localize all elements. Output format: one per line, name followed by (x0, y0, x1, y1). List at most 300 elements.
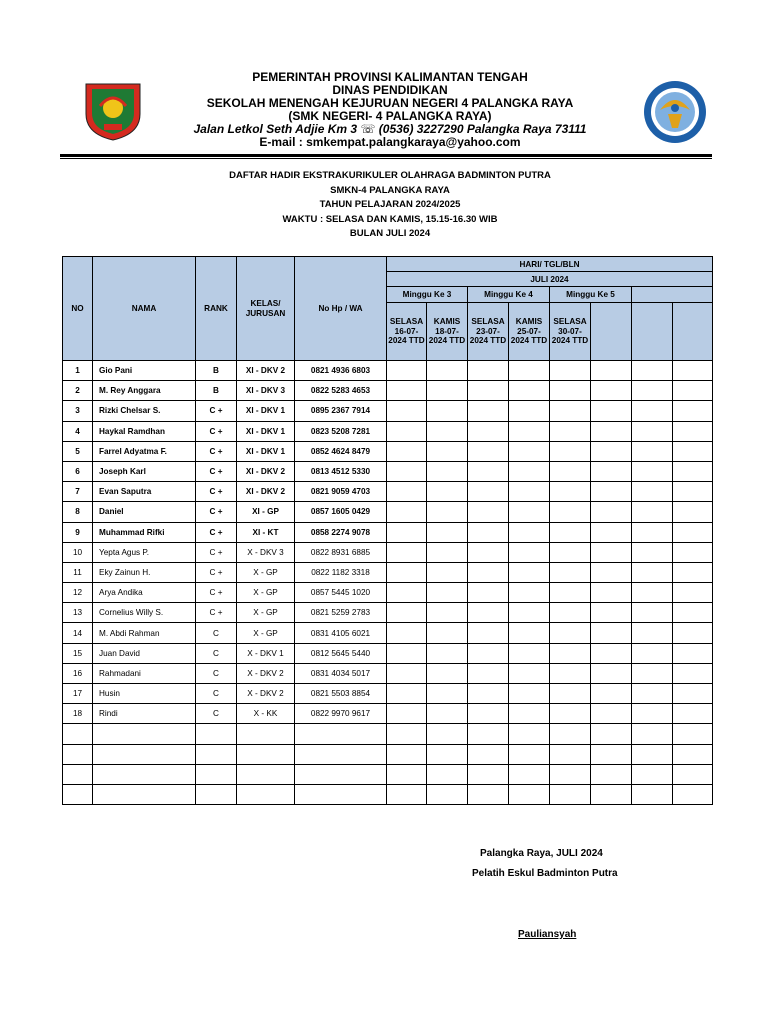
signature-cell[interactable] (591, 744, 632, 764)
signature-cell[interactable] (509, 684, 550, 704)
signature-cell[interactable] (550, 562, 591, 582)
signature-cell[interactable] (387, 603, 427, 623)
signature-cell[interactable] (427, 401, 468, 421)
cell-rank: C + (196, 441, 237, 461)
signature-cell[interactable] (509, 663, 550, 683)
table-row (63, 461, 713, 481)
signature-cell[interactable] (550, 381, 591, 401)
signature-cell[interactable] (468, 744, 509, 764)
signature-cell[interactable] (468, 522, 509, 542)
signature-cell[interactable] (427, 461, 468, 481)
cell-nama: Eky Zainun H. (93, 562, 196, 582)
cell-nama: Farrel Adyatma F. (93, 441, 196, 461)
signature-cell[interactable] (468, 764, 509, 784)
cell-no: 1 (63, 361, 93, 381)
cell-rank: C (196, 623, 237, 643)
signature-cell[interactable] (427, 764, 468, 784)
cell-hp: 0822 9970 9617 (295, 704, 387, 724)
signature-cell[interactable] (468, 562, 509, 582)
signature-cell[interactable] (509, 381, 550, 401)
cell-nama: Rahmadani (93, 663, 196, 683)
table-row (63, 381, 713, 401)
signature-cell[interactable] (550, 704, 591, 724)
signature-cell[interactable] (427, 603, 468, 623)
cell-kelas: XI - DKV 1 (237, 401, 295, 421)
signature-cell[interactable] (509, 502, 550, 522)
signature-cell[interactable] (591, 361, 632, 381)
signature-cell[interactable] (387, 744, 427, 764)
signature-cell[interactable] (632, 744, 673, 764)
signature-cell[interactable] (591, 482, 632, 502)
signature-cell[interactable] (509, 421, 550, 441)
cell-nama: Husin (93, 684, 196, 704)
cell-nama: Joseph Karl (93, 461, 196, 481)
header-hari: HARI/ TGL/BLN (387, 257, 713, 272)
signature-cell[interactable] (673, 562, 713, 582)
signature-cell[interactable] (387, 784, 427, 804)
cell-kelas: X - DKV 2 (237, 663, 295, 683)
signature-cell[interactable] (427, 421, 468, 441)
signature-cell[interactable] (673, 583, 713, 603)
cell-hp: 0813 4512 5330 (295, 461, 387, 481)
signature-cell[interactable] (468, 643, 509, 663)
signature-cell[interactable] (632, 401, 673, 421)
signature-cell[interactable] (591, 623, 632, 643)
signature-cell[interactable] (387, 361, 427, 381)
cell-nama: Gio Pani (93, 361, 196, 381)
cell-no: 18 (63, 704, 93, 724)
signature-cell[interactable] (468, 603, 509, 623)
signature-cell[interactable] (468, 441, 509, 461)
signature-cell[interactable] (509, 482, 550, 502)
header-session-empty (632, 303, 673, 361)
signature-cell[interactable] (468, 784, 509, 804)
signature-cell[interactable] (387, 381, 427, 401)
signature-cell[interactable] (550, 684, 591, 704)
signature-cell[interactable] (509, 724, 550, 744)
cell-kelas: X - GP (237, 603, 295, 623)
signature-cell[interactable] (673, 764, 713, 784)
cell-nama: Evan Saputra (93, 482, 196, 502)
signature-cell[interactable] (591, 421, 632, 441)
cell-nama: Yepta Agus P. (93, 542, 196, 562)
signature-cell[interactable] (550, 421, 591, 441)
table-row (63, 704, 713, 724)
signature-cell[interactable] (427, 784, 468, 804)
signature-cell[interactable] (673, 361, 713, 381)
table-row (63, 361, 713, 381)
cell-nama: Cornelius Willy S. (93, 603, 196, 623)
cell-rank: C + (196, 461, 237, 481)
signature-cell[interactable] (427, 583, 468, 603)
cell-hp: 0852 4624 8479 (295, 441, 387, 461)
cell-nama (93, 784, 196, 804)
letterhead (150, 71, 630, 149)
signature-cell[interactable] (468, 461, 509, 481)
header-school-abbr: (SMK NEGERI- 4 PALANGKA RAYA) (288, 109, 492, 123)
cell-nama: M. Rey Anggara (93, 381, 196, 401)
signature-cell[interactable] (632, 724, 673, 744)
signature-cell[interactable] (632, 381, 673, 401)
cell-nama: Haykal Ramdhan (93, 421, 196, 441)
cell-no: 12 (63, 583, 93, 603)
signature-cell[interactable] (591, 522, 632, 542)
header-nama: NAMA (93, 257, 196, 361)
signature-cell[interactable] (591, 684, 632, 704)
cell-rank: C (196, 663, 237, 683)
signature-cell[interactable] (509, 764, 550, 784)
empty-table-row (63, 744, 713, 764)
cell-rank: B (196, 361, 237, 381)
cell-no: 7 (63, 482, 93, 502)
signature-cell[interactable] (387, 562, 427, 582)
signature-cell[interactable] (632, 361, 673, 381)
cell-rank: C + (196, 583, 237, 603)
signature-cell[interactable] (673, 643, 713, 663)
cell-kelas: XI - DKV 2 (237, 361, 295, 381)
signature-cell[interactable] (509, 784, 550, 804)
signature-cell[interactable] (427, 361, 468, 381)
signature-cell[interactable] (468, 421, 509, 441)
cell-kelas (237, 784, 295, 804)
cell-kelas: X - GP (237, 583, 295, 603)
cell-hp (295, 784, 387, 804)
cell-no: 3 (63, 401, 93, 421)
signature-cell[interactable] (673, 704, 713, 724)
signature-cell[interactable] (509, 542, 550, 562)
signature-cell[interactable] (673, 663, 713, 683)
signature-cell[interactable] (673, 401, 713, 421)
signature-cell[interactable] (632, 583, 673, 603)
signature-cell[interactable] (632, 704, 673, 724)
cell-hp: 0821 4936 6803 (295, 361, 387, 381)
signature-cell[interactable] (673, 542, 713, 562)
signature-cell[interactable] (509, 623, 550, 643)
signature-name: Pauliansyah (518, 929, 577, 940)
signature-cell[interactable] (509, 583, 550, 603)
signature-cell[interactable] (550, 542, 591, 562)
cell-rank (196, 764, 237, 784)
header-email: E-mail : smkempat.palangkaraya@yahoo.com (259, 135, 521, 149)
signature-cell[interactable] (673, 724, 713, 744)
signature-cell[interactable] (387, 704, 427, 724)
cell-hp: 0857 1605 0429 (295, 502, 387, 522)
attendance-rows (63, 361, 713, 805)
cell-rank: C + (196, 421, 237, 441)
signature-cell[interactable] (509, 562, 550, 582)
cell-no: 2 (63, 381, 93, 401)
signature-cell[interactable] (673, 482, 713, 502)
cell-kelas (237, 724, 295, 744)
signature-cell[interactable] (468, 361, 509, 381)
header-session-5: SELASA 30-07-2024 TTD (550, 303, 591, 361)
cell-rank: C + (196, 401, 237, 421)
table-row (63, 441, 713, 461)
signature-cell[interactable] (509, 441, 550, 461)
cell-no: 8 (63, 502, 93, 522)
signature-cell[interactable] (632, 643, 673, 663)
signature-cell[interactable] (509, 461, 550, 481)
cell-nama: Muhammad Rifki (93, 522, 196, 542)
signature-cell[interactable] (673, 522, 713, 542)
signature-cell[interactable] (509, 704, 550, 724)
signature-cell[interactable] (550, 784, 591, 804)
signature-cell[interactable] (468, 381, 509, 401)
signature-cell[interactable] (591, 502, 632, 522)
signature-cell[interactable] (550, 461, 591, 481)
header-week-empty (632, 287, 713, 303)
signature-cell[interactable] (673, 502, 713, 522)
signature-cell[interactable] (387, 461, 427, 481)
signature-cell[interactable] (550, 583, 591, 603)
signature-cell[interactable] (387, 421, 427, 441)
signature-role: Pelatih Eskul Badminton Putra (472, 868, 618, 879)
signature-cell[interactable] (591, 603, 632, 623)
cell-kelas: XI - GP (237, 502, 295, 522)
signature-cell[interactable] (550, 482, 591, 502)
cell-no (63, 764, 93, 784)
signature-cell[interactable] (673, 603, 713, 623)
signature-cell[interactable] (427, 542, 468, 562)
signature-cell[interactable] (387, 724, 427, 744)
cell-kelas: X - DKV 2 (237, 684, 295, 704)
signature-cell[interactable] (632, 684, 673, 704)
signature-cell[interactable] (673, 441, 713, 461)
signature-cell[interactable] (387, 522, 427, 542)
signature-cell[interactable] (673, 461, 713, 481)
signature-cell[interactable] (550, 764, 591, 784)
cell-kelas: XI - DKV 3 (237, 381, 295, 401)
signature-cell[interactable] (550, 663, 591, 683)
signature-cell[interactable] (509, 361, 550, 381)
signature-cell[interactable] (591, 583, 632, 603)
signature-cell[interactable] (632, 522, 673, 542)
signature-cell[interactable] (673, 381, 713, 401)
header-department: DINAS PENDIDIKAN (332, 83, 448, 97)
signature-cell[interactable] (468, 502, 509, 522)
signature-cell[interactable] (387, 502, 427, 522)
signature-cell[interactable] (387, 643, 427, 663)
signature-cell[interactable] (673, 744, 713, 764)
signature-cell[interactable] (427, 724, 468, 744)
header-session-3: SELASA 23-07-2024 TTD (468, 303, 509, 361)
cell-hp: 0822 8931 6885 (295, 542, 387, 562)
header-session-empty (673, 303, 713, 361)
signature-cell[interactable] (427, 663, 468, 683)
signature-cell[interactable] (632, 502, 673, 522)
table-row (63, 542, 713, 562)
cell-hp: 0822 1182 3318 (295, 562, 387, 582)
signature-cell[interactable] (591, 724, 632, 744)
signature-cell[interactable] (427, 684, 468, 704)
table-row (63, 502, 713, 522)
signature-cell[interactable] (673, 421, 713, 441)
signature-cell[interactable] (591, 461, 632, 481)
signature-cell[interactable] (632, 562, 673, 582)
signature-cell[interactable] (427, 482, 468, 502)
cell-hp: 0821 9059 4703 (295, 482, 387, 502)
header-week-3: Minggu Ke 3 (387, 287, 468, 303)
signature-cell[interactable] (632, 542, 673, 562)
table-row (63, 421, 713, 441)
header-session-2: KAMIS 18-07-2024 TTD (427, 303, 468, 361)
signature-cell[interactable] (427, 704, 468, 724)
document-title (150, 169, 630, 242)
signature-cell[interactable] (591, 643, 632, 663)
signature-cell[interactable] (468, 542, 509, 562)
signature-cell[interactable] (632, 461, 673, 481)
cell-hp (295, 764, 387, 784)
signature-cell[interactable] (591, 401, 632, 421)
signature-cell[interactable] (509, 522, 550, 542)
signature-cell[interactable] (387, 482, 427, 502)
table-row (63, 522, 713, 542)
header-government: PEMERINTAH PROVINSI KALIMANTAN TENGAH (252, 70, 528, 84)
cell-rank (196, 744, 237, 764)
signature-cell[interactable] (550, 502, 591, 522)
cell-no: 14 (63, 623, 93, 643)
table-row (63, 583, 713, 603)
signature-cell[interactable] (427, 744, 468, 764)
cell-kelas: XI - DKV 2 (237, 482, 295, 502)
signature-cell[interactable] (632, 421, 673, 441)
cell-nama: Rindi (93, 704, 196, 724)
cell-no: 15 (63, 643, 93, 663)
table-row (63, 562, 713, 582)
cell-hp: 0821 5503 8854 (295, 684, 387, 704)
attendance-table (62, 256, 713, 805)
cell-rank: B (196, 381, 237, 401)
cell-nama: Daniel (93, 502, 196, 522)
signature-cell[interactable] (468, 623, 509, 643)
signature-cell[interactable] (591, 441, 632, 461)
signature-cell[interactable] (387, 684, 427, 704)
signature-cell[interactable] (387, 623, 427, 643)
signature-cell[interactable] (550, 724, 591, 744)
signature-cell[interactable] (468, 663, 509, 683)
cell-hp (295, 744, 387, 764)
letterhead-rule-thin (60, 158, 712, 159)
signature-cell[interactable] (509, 401, 550, 421)
signature-cell[interactable] (509, 603, 550, 623)
signature-cell[interactable] (591, 764, 632, 784)
signature-cell[interactable] (427, 643, 468, 663)
signature-cell[interactable] (550, 361, 591, 381)
signature-cell[interactable] (632, 764, 673, 784)
signature-cell[interactable] (387, 542, 427, 562)
cell-kelas: XI - DKV 2 (237, 461, 295, 481)
signature-cell[interactable] (550, 623, 591, 643)
signature-cell[interactable] (427, 441, 468, 461)
cell-nama: Rizki Chelsar S. (93, 401, 196, 421)
signature-cell[interactable] (468, 583, 509, 603)
signature-cell[interactable] (468, 482, 509, 502)
header-session-1: SELASA 16-07-2024 TTD (387, 303, 427, 361)
signature-cell[interactable] (673, 623, 713, 643)
signature-cell[interactable] (632, 441, 673, 461)
table-row (63, 684, 713, 704)
cell-hp: 0823 5208 7281 (295, 421, 387, 441)
signature-cell[interactable] (387, 663, 427, 683)
signature-cell[interactable] (550, 643, 591, 663)
title-line-1: DAFTAR HADIR EKSTRAKURIKULER OLAHRAGA BADMINTON PUTRA (229, 170, 551, 181)
empty-table-row (63, 784, 713, 804)
signature-cell[interactable] (387, 583, 427, 603)
cell-hp: 0822 5283 4653 (295, 381, 387, 401)
cell-no: 13 (63, 603, 93, 623)
signature-cell[interactable] (468, 684, 509, 704)
cell-rank: C + (196, 542, 237, 562)
header-no: NO (63, 257, 93, 361)
signature-cell[interactable] (468, 724, 509, 744)
title-line-5: BULAN JULI 2024 (349, 228, 431, 239)
signature-cell[interactable] (468, 704, 509, 724)
signature-cell[interactable] (387, 764, 427, 784)
signature-cell[interactable] (591, 784, 632, 804)
cell-no: 10 (63, 542, 93, 562)
cell-no: 5 (63, 441, 93, 461)
header-week-5: Minggu Ke 5 (550, 287, 632, 303)
header-session-4: KAMIS 25-07-2024 TTD (509, 303, 550, 361)
signature-cell[interactable] (427, 381, 468, 401)
signature-cell[interactable] (427, 502, 468, 522)
signature-cell[interactable] (468, 401, 509, 421)
signature-cell[interactable] (550, 401, 591, 421)
signature-cell[interactable] (591, 542, 632, 562)
signature-cell[interactable] (591, 562, 632, 582)
cell-no: 17 (63, 684, 93, 704)
signature-cell[interactable] (427, 623, 468, 643)
signature-cell[interactable] (591, 663, 632, 683)
cell-hp: 0831 4034 5017 (295, 663, 387, 683)
signature-cell[interactable] (632, 482, 673, 502)
signature-cell[interactable] (427, 562, 468, 582)
signature-cell[interactable] (550, 603, 591, 623)
signature-cell[interactable] (550, 522, 591, 542)
cell-rank: C + (196, 502, 237, 522)
cell-no: 6 (63, 461, 93, 481)
signature-cell[interactable] (509, 744, 550, 764)
signature-cell[interactable] (673, 784, 713, 804)
signature-cell[interactable] (632, 603, 673, 623)
signature-cell[interactable] (550, 441, 591, 461)
cell-rank: C (196, 684, 237, 704)
header-kelas: KELAS/ JURUSAN (237, 257, 295, 361)
signature-cell[interactable] (427, 522, 468, 542)
header-hp: No Hp / WA (295, 257, 387, 361)
signature-cell[interactable] (387, 441, 427, 461)
signature-cell[interactable] (387, 401, 427, 421)
signature-cell[interactable] (550, 744, 591, 764)
header-school-name: SEKOLAH MENENGAH KEJURUAN NEGERI 4 PALANGKA RAYA (206, 96, 574, 110)
cell-kelas: XI - DKV 1 (237, 421, 295, 441)
signature-cell[interactable] (591, 704, 632, 724)
cell-rank: C + (196, 603, 237, 623)
empty-table-row (63, 764, 713, 784)
cell-kelas: X - GP (237, 623, 295, 643)
signature-cell[interactable] (632, 784, 673, 804)
table-row (63, 482, 713, 502)
title-line-2: SMKN-4 PALANGKA RAYA (330, 184, 450, 196)
cell-kelas: XI - KT (237, 522, 295, 542)
signature-cell[interactable] (673, 684, 713, 704)
cell-nama: Arya Andika (93, 583, 196, 603)
cell-rank: C + (196, 522, 237, 542)
signature-cell[interactable] (591, 381, 632, 401)
signature-cell[interactable] (632, 623, 673, 643)
signature-cell[interactable] (509, 643, 550, 663)
signature-cell[interactable] (632, 663, 673, 683)
